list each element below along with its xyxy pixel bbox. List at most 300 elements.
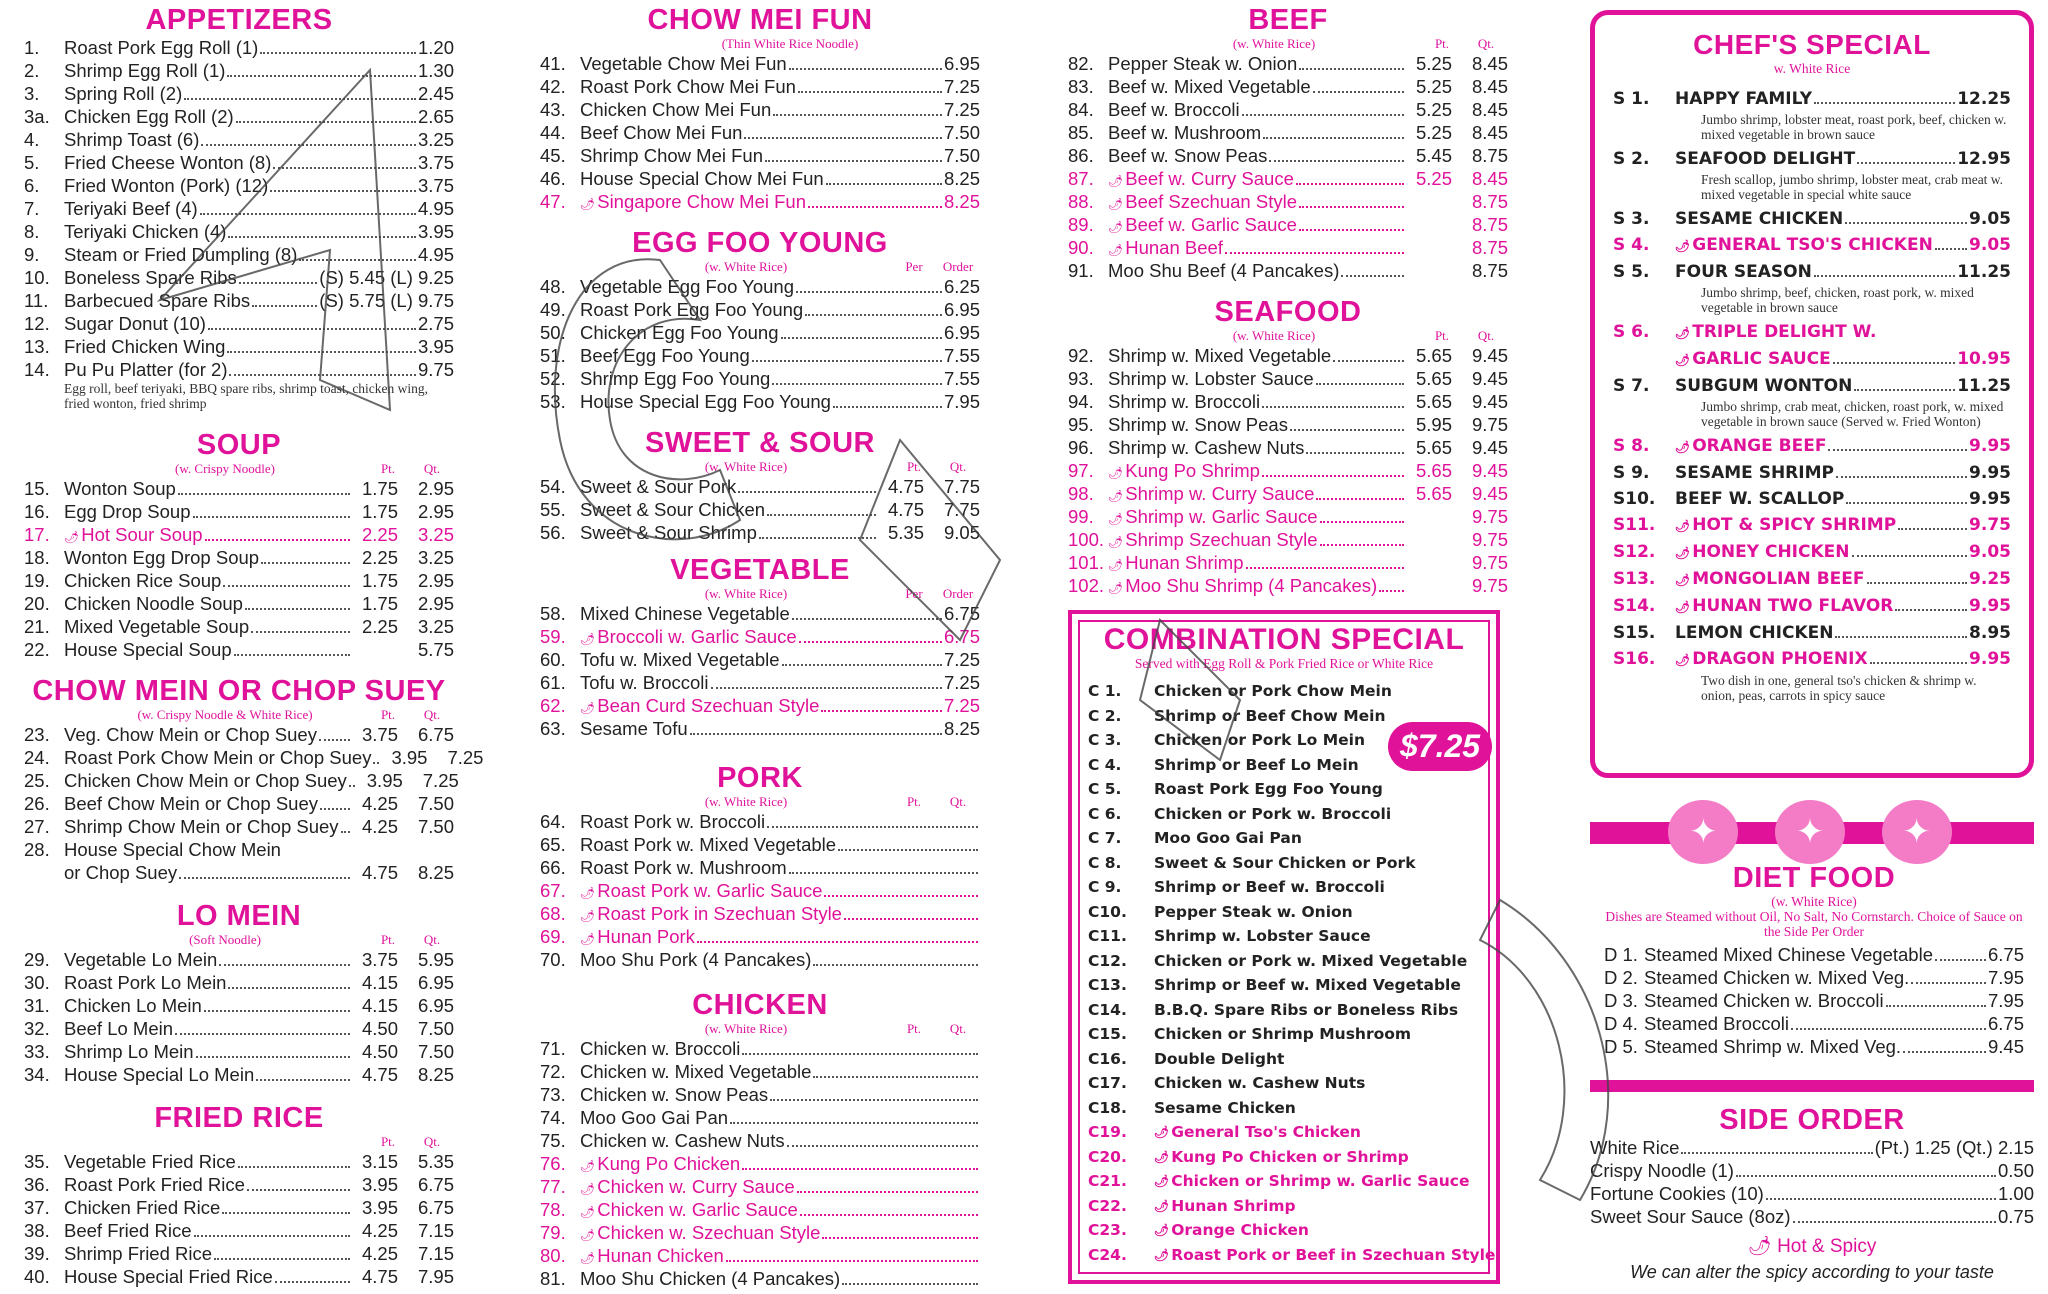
item-price-qt: 8.45: [1471, 76, 1508, 97]
dot-leader: [1903, 1051, 1986, 1053]
item-number: 73.: [540, 1084, 566, 1105]
menu-item: [540, 367, 980, 390]
menu-item: [1068, 505, 1508, 528]
chef-item: [1613, 146, 2011, 172]
menu-item: [24, 266, 454, 289]
item-price-pt: 1.75: [361, 593, 398, 614]
side-item: [1590, 1205, 2034, 1228]
dot-leader: [1263, 137, 1404, 139]
chef-item: [1613, 620, 2011, 646]
seafood-subtitle: (w. White Rice): [1232, 328, 1316, 343]
eggfoo-subtitle: (w. White Rice): [704, 259, 788, 274]
combo-number: C21.: [1088, 1172, 1127, 1190]
menu-item: [1068, 259, 1508, 282]
pepper-icon: 🌶: [580, 1251, 596, 1265]
dot-leader: [730, 1122, 978, 1124]
dot-leader: [208, 328, 416, 330]
item-price-pt: 5.95: [1415, 414, 1452, 435]
item-price: 3.75: [417, 175, 454, 196]
combo-number: C 1.: [1088, 682, 1122, 700]
chef-name: GENERAL TSO'S CHICKEN: [1692, 235, 1933, 255]
chef-item: [1613, 433, 2011, 460]
item-price: 2.75: [417, 313, 454, 334]
item-name: Fried Chicken Wing: [64, 336, 226, 357]
item-name: Bean Curd Szechuan Style: [597, 695, 820, 716]
sweetsour-col2-header: Qt.: [949, 459, 967, 474]
dot-leader: [826, 183, 942, 185]
item-number: 51.: [540, 345, 566, 366]
diet-price: 6.75: [1987, 944, 2024, 965]
item-name: Shrimp w. Snow Peas: [1108, 414, 1288, 435]
item-number: 16.: [24, 501, 50, 522]
item-price: 3.25: [417, 129, 454, 150]
item-number: 22.: [24, 639, 50, 660]
item-name: Fried Cheese Wonton (8): [64, 152, 272, 173]
chowmeifun-title: CHOW MEI FUN: [647, 4, 873, 36]
side-order-title: SIDE ORDER: [1719, 1104, 1905, 1136]
item-number: 92.: [1068, 345, 1094, 366]
chef-description: Jumbo shrimp, crab meat, chicken, roast pork, w. mixed vegetable in brown sauce (Served w. Fried Wonton): [1701, 399, 2004, 429]
beef-section: [1068, 4, 1508, 282]
dot-leader: [1854, 389, 1955, 391]
chicken-subheader: [540, 1021, 980, 1037]
item-number: 48.: [540, 276, 566, 297]
dot-leader: [1867, 582, 1968, 584]
item-name: Tofu w. Broccoli: [580, 672, 709, 693]
combo-number: C17.: [1088, 1074, 1127, 1092]
dot-leader: [319, 739, 350, 741]
item-price: 9.75: [417, 359, 454, 380]
dot-leader: [842, 1283, 978, 1285]
dot-leader: [1316, 498, 1404, 500]
soup-title: SOUP: [196, 429, 282, 461]
item-name: Chicken Rice Soup: [64, 570, 222, 591]
menu-item: [24, 358, 454, 381]
item-price: (S) 5.45 (L) 9.25: [319, 267, 454, 288]
chef-price: 9.75: [1969, 515, 2011, 535]
pepper-icon: 🌶: [1154, 1247, 1170, 1262]
menu-item: [540, 275, 980, 298]
combo-item: [1088, 973, 1480, 998]
item-name: Boneless Spare Ribs: [64, 267, 237, 288]
item-number: 23.: [24, 724, 50, 745]
combo-number: C 6.: [1088, 804, 1122, 823]
pepper-icon: 🌶: [580, 1159, 596, 1173]
pepper-icon: 🌶: [1675, 326, 1691, 340]
combo-number: C18.: [1088, 1098, 1127, 1117]
item-price-pt: 4.75: [361, 1064, 398, 1085]
item-name: Roast Pork Lo Mein: [64, 972, 227, 993]
dot-leader: [1246, 567, 1405, 569]
item-price-qt: 8.25: [417, 1064, 454, 1085]
item-price-qt: 8.75: [1471, 191, 1508, 212]
dot-leader: [726, 1260, 978, 1262]
item-number: 9.: [24, 244, 40, 265]
menu-item: [24, 592, 454, 615]
dot-leader: [1296, 183, 1404, 185]
menu-item: [540, 1060, 980, 1083]
dot-leader: [1681, 1152, 1872, 1154]
menu-item: [24, 335, 454, 358]
diet-food-title: DIET FOOD: [1732, 862, 1896, 894]
item-price-pt: 1.75: [361, 478, 398, 499]
combo-name: Kung Po Chicken or Shrimp: [1171, 1147, 1409, 1166]
item-price: 6.25: [943, 276, 980, 297]
item-number: 67.: [540, 880, 566, 901]
menu-item: [540, 1221, 980, 1244]
menu-item: [1068, 551, 1508, 574]
item-number: 75.: [540, 1130, 566, 1151]
chef-item: [1613, 206, 2011, 232]
item-number: 1.: [24, 37, 40, 58]
dot-leader: [813, 1076, 978, 1078]
dot-leader: [1242, 114, 1404, 116]
dot-leader: [824, 895, 978, 897]
item-price-pt: 5.25: [1415, 76, 1452, 97]
item-price-pt: 3.75: [361, 949, 398, 970]
dot-leader: [742, 1168, 978, 1170]
item-number: 64.: [540, 811, 566, 832]
menu-item: [540, 925, 980, 948]
item-number: 59.: [540, 626, 566, 647]
item-number: 62.: [540, 695, 566, 716]
item-number: 50.: [540, 322, 566, 343]
chef-number: S 7.: [1613, 376, 1650, 396]
item-number: 87.: [1068, 168, 1094, 189]
menu-item: [540, 75, 980, 98]
combo-item: [1088, 1096, 1480, 1121]
item-name: Pu Pu Platter (for 2): [64, 359, 228, 380]
dot-leader: [1898, 528, 1967, 530]
dot-leader: [742, 1053, 978, 1055]
diet-food-list: [1604, 943, 2024, 1058]
menu-item: [24, 243, 454, 266]
menu-item: [540, 717, 980, 740]
menu-item: [540, 1152, 980, 1175]
menu-item: [24, 723, 454, 746]
chef-description: Jumbo shrimp, beef, chicken, roast pork, w. mixed vegetable in brown sauce: [1701, 285, 1974, 315]
soup-col2-header: Qt.: [423, 461, 441, 476]
combo-name: Sesame Chicken: [1154, 1098, 1296, 1117]
dot-leader: [1793, 1221, 1996, 1223]
pepper-icon: 🌶: [1675, 600, 1691, 614]
chef-item: [1613, 566, 2011, 593]
item-name: Tofu w. Mixed Vegetable: [580, 649, 780, 670]
item-price-qt: 2.95: [417, 501, 454, 522]
menu-item: [540, 856, 980, 879]
side-name: Sweet Sour Sauce (8oz): [1590, 1206, 1791, 1227]
item-price: 6.75: [943, 603, 980, 624]
menu-item: [24, 838, 454, 861]
dot-leader: [697, 941, 978, 943]
combo-name: Shrimp or Beef w. Mixed Vegetable: [1154, 976, 1461, 994]
item-price-qt: 2.95: [417, 570, 454, 591]
diet-name: Steamed Mixed Chinese Vegetable: [1644, 944, 1933, 965]
dot-leader: [765, 160, 942, 162]
dot-leader: [1316, 383, 1404, 385]
friedrice-subheader: [24, 1134, 454, 1150]
chef-item: [1613, 346, 2011, 373]
dot-leader: [1299, 68, 1404, 70]
dot-leader: [767, 514, 876, 516]
combo-item: [1088, 875, 1480, 900]
combo-number: C15.: [1088, 1025, 1127, 1043]
dot-leader: [782, 664, 942, 666]
appetizers-note: Egg roll, beef teriyaki, BBQ spare ribs, shrimp toast, chicken wing, fried wonton, fried shrimp: [64, 381, 429, 411]
item-name: Singapore Chow Mei Fun: [597, 191, 806, 212]
dot-leader: [275, 1281, 350, 1283]
menu-item: [1068, 459, 1508, 482]
chef-name: BEEF W. SCALLOP: [1675, 489, 1845, 509]
item-name: Roast Pork w. Garlic Sauce: [597, 880, 823, 901]
dot-leader: [1857, 162, 1955, 164]
item-number: 58.: [540, 603, 566, 624]
menu-item: [540, 879, 980, 902]
item-price-pt: 5.65: [1415, 483, 1452, 504]
combo-item: [1088, 826, 1480, 851]
item-name: Shrimp Chow Mein or Chop Suey: [64, 816, 339, 837]
side-price: 1.00: [1997, 1183, 2034, 1204]
item-price-pt: 5.25: [1415, 122, 1452, 143]
menu-item: [1068, 75, 1508, 98]
side-order-list: [1590, 1136, 2034, 1228]
item-name: Hunan Shrimp: [1125, 552, 1244, 573]
menu-item: [540, 694, 980, 717]
dot-leader: [805, 314, 942, 316]
menu-item: [24, 1040, 454, 1063]
item-number: 34.: [24, 1064, 50, 1085]
menu-item: [540, 98, 980, 121]
dot-leader: [238, 1166, 350, 1168]
combo-item: [1088, 1243, 1496, 1268]
chef-price: 12.95: [1957, 149, 2011, 169]
item-name: Moo Shu Shrimp (4 Pancakes): [1125, 575, 1378, 596]
item-name: Beef Chow Mei Fun: [580, 122, 743, 143]
item-price: 7.50: [943, 122, 980, 143]
item-number: 5.: [24, 152, 40, 173]
chef-number: S14.: [1613, 596, 1656, 616]
menu-item: [540, 833, 980, 856]
item-price-pt: 4.75: [887, 499, 924, 520]
item-price-qt: 9.75: [1471, 414, 1508, 435]
chowmeifun-subheader: [540, 36, 980, 52]
dot-leader: [320, 808, 350, 810]
appetizers-section: [24, 4, 454, 411]
item-name: Shrimp w. Broccoli: [1108, 391, 1261, 412]
item-number: 31.: [24, 995, 50, 1016]
menu-item: [24, 523, 454, 546]
item-price-pt: 1.75: [361, 501, 398, 522]
item-name: Moo Shu Pork (4 Pancakes): [580, 949, 812, 970]
chef-price: 9.25: [1969, 569, 2011, 589]
item-number: 84.: [1068, 99, 1094, 120]
menu-item: [24, 500, 454, 523]
item-name: Roast Pork Chow Mei Fun: [580, 76, 796, 97]
dot-leader: [799, 641, 942, 643]
item-name: Pepper Steak w. Onion: [1108, 53, 1298, 74]
item-name: Beef w. Broccoli: [1108, 99, 1240, 120]
chefs-special-list: [1613, 86, 2011, 703]
combo-number: C10.: [1088, 902, 1127, 921]
dot-leader: [193, 516, 350, 518]
item-price-pt: 3.75: [361, 724, 398, 745]
menu-item: [1068, 413, 1508, 436]
dot-leader: [1736, 1175, 1996, 1177]
item-number: 40.: [24, 1266, 50, 1287]
item-name: Beef w. Mixed Vegetable: [1108, 76, 1311, 97]
pepper-icon: 🌶: [1675, 353, 1691, 367]
side-price: (Pt.) 1.25 (Qt.) 2.15: [1874, 1137, 2034, 1158]
item-price-qt: 6.75: [417, 724, 454, 745]
item-number: 83.: [1068, 76, 1094, 97]
combo-item: [1088, 1145, 1480, 1170]
combo-name: Sweet & Sour Chicken or Pork: [1154, 853, 1416, 872]
item-price-pt: 3.95: [366, 770, 403, 791]
combo-number: C19.: [1088, 1123, 1127, 1141]
pepper-icon: 🌶: [580, 632, 596, 646]
dot-leader: [797, 1191, 978, 1193]
item-number: 38.: [24, 1220, 50, 1241]
dot-leader: [373, 762, 379, 764]
menu-item: [24, 36, 454, 59]
chef-name: HAPPY FAMILY: [1675, 89, 1813, 109]
item-price-pt: 4.25: [361, 1243, 398, 1264]
item-number: 41.: [540, 53, 566, 74]
combo-item: [1088, 679, 1480, 704]
friedrice-col1-header: Pt.: [380, 1134, 396, 1149]
item-name: House Special Egg Foo Young: [580, 391, 831, 412]
pepper-icon: 🌶: [1108, 535, 1124, 549]
item-name: Mixed Chinese Vegetable: [580, 603, 790, 624]
menu-item: [540, 1244, 980, 1267]
chef-price: 11.25: [1957, 376, 2011, 396]
chef-item: [1613, 460, 2011, 486]
dot-leader: [1766, 1198, 1996, 1200]
item-name: Sweet & Sour Shrimp: [580, 522, 757, 543]
item-name: Roast Pork Egg Roll (1): [64, 37, 259, 58]
pepper-icon: 🌶: [580, 1182, 596, 1196]
combo-name: Double Delight: [1154, 1049, 1285, 1068]
item-name: Sugar Donut (10): [64, 313, 206, 334]
dot-leader: [1379, 590, 1404, 592]
beef-col2-header: Qt.: [1477, 36, 1495, 51]
dot-leader: [228, 987, 350, 989]
menu-item: [1068, 482, 1508, 505]
pepper-icon: 🌶: [580, 1205, 596, 1219]
chef-item: [1613, 593, 2011, 620]
item-price-qt: 9.45: [1471, 460, 1508, 481]
pepper-icon: 🌶: [1108, 558, 1124, 572]
item-number: 85.: [1068, 122, 1094, 143]
pepper-icon: 🌶: [1154, 1198, 1170, 1213]
dot-leader: [1911, 982, 1986, 984]
dot-leader: [752, 360, 942, 362]
dot-leader: [1870, 662, 1967, 664]
combo-number: C14.: [1088, 1000, 1127, 1019]
chefs-special-box: [1590, 10, 2034, 778]
menu-item: [24, 174, 454, 197]
dot-leader: [759, 537, 876, 539]
pork-subheader: [540, 794, 980, 810]
menu-item: [24, 815, 454, 838]
chef-description: Two dish in one, general tso's chicken & shrimp w. onion, peas, carrots in spicy sauce: [1701, 673, 1977, 703]
item-number: 18.: [24, 547, 50, 568]
dot-leader: [767, 826, 978, 828]
dot-leader: [773, 114, 942, 116]
pepper-icon: 🌶: [580, 932, 596, 946]
combo-name: Shrimp or Beef Lo Mein: [1154, 755, 1359, 774]
dot-leader: [205, 539, 350, 541]
item-number: 37.: [24, 1197, 50, 1218]
menu-item: [540, 810, 980, 833]
item-price-pt: 4.15: [361, 995, 398, 1016]
pepper-icon: 🌶: [1675, 440, 1691, 454]
item-number: 17.: [24, 524, 50, 545]
dot-leader: [1836, 476, 1967, 478]
combo-number: C24.: [1088, 1245, 1127, 1264]
menu-item: [540, 190, 980, 213]
pepper-icon: 🌶: [1108, 512, 1124, 526]
item-name: House Special Fried Rice: [64, 1266, 273, 1287]
chef-item: [1613, 539, 2011, 566]
vegetable-section: [540, 554, 980, 740]
combo-item: [1088, 949, 1480, 974]
item-name: Shrimp w. Curry Sauce: [1125, 483, 1315, 504]
item-price-qt: 9.05: [943, 522, 980, 543]
item-price-pt: 4.15: [361, 972, 398, 993]
combo-name: Shrimp or Beef w. Broccoli: [1154, 878, 1385, 896]
dot-leader: [239, 282, 318, 284]
chef-number: S13.: [1613, 569, 1656, 589]
pepper-icon: 🌶: [1675, 573, 1691, 587]
item-name: Broccoli w. Garlic Sauce: [597, 626, 797, 647]
pepper-icon: 🌶: [580, 1228, 596, 1242]
dot-leader: [789, 68, 942, 70]
item-price: (S) 5.75 (L) 9.75: [319, 290, 454, 311]
item-name: Kung Po Shrimp: [1125, 460, 1260, 481]
diet-name: Steamed Chicken w. Broccoli: [1644, 990, 1884, 1011]
chef-name: MONGOLIAN BEEF: [1692, 569, 1865, 589]
item-number: 91.: [1068, 260, 1094, 281]
item-name: Beef Chow Mein or Chop Suey: [64, 793, 318, 814]
combo-number: C22.: [1088, 1196, 1127, 1215]
item-number: 25.: [24, 770, 50, 791]
item-name: Beef w. Garlic Sauce: [1125, 214, 1297, 235]
dot-leader: [1935, 959, 1986, 961]
item-name: Moo Goo Gai Pan: [580, 1107, 729, 1128]
item-number: 102.: [1068, 575, 1105, 596]
menu-item: [24, 128, 454, 151]
chef-description: Fresh scallop, jumbo shrimp, lobster meat, crab meat w. mixed vegetable in special white sauce: [1701, 172, 2004, 202]
menu-item: [540, 1129, 980, 1152]
lomein-title: LO MEIN: [176, 900, 302, 932]
item-price: 1.30: [417, 60, 454, 81]
item-number: 97.: [1068, 460, 1094, 481]
combo-name: Roast Pork Egg Foo Young: [1154, 780, 1383, 798]
menu-item: [24, 151, 454, 174]
item-name: Roast Pork w. Broccoli: [580, 811, 766, 832]
dot-leader: [1852, 555, 1968, 557]
lomein-col2-header: Qt.: [423, 932, 441, 947]
chef-name: SESAME CHICKEN: [1675, 209, 1844, 229]
combo-item: [1088, 1169, 1480, 1194]
item-price-qt: 9.75: [1471, 552, 1508, 573]
chef-number: S12.: [1613, 542, 1656, 562]
menu-item: [1068, 52, 1508, 75]
sweetsour-subtitle: (w. White Rice): [704, 459, 788, 474]
pork-col1-header: Pt.: [906, 794, 922, 809]
dot-leader: [844, 918, 978, 920]
